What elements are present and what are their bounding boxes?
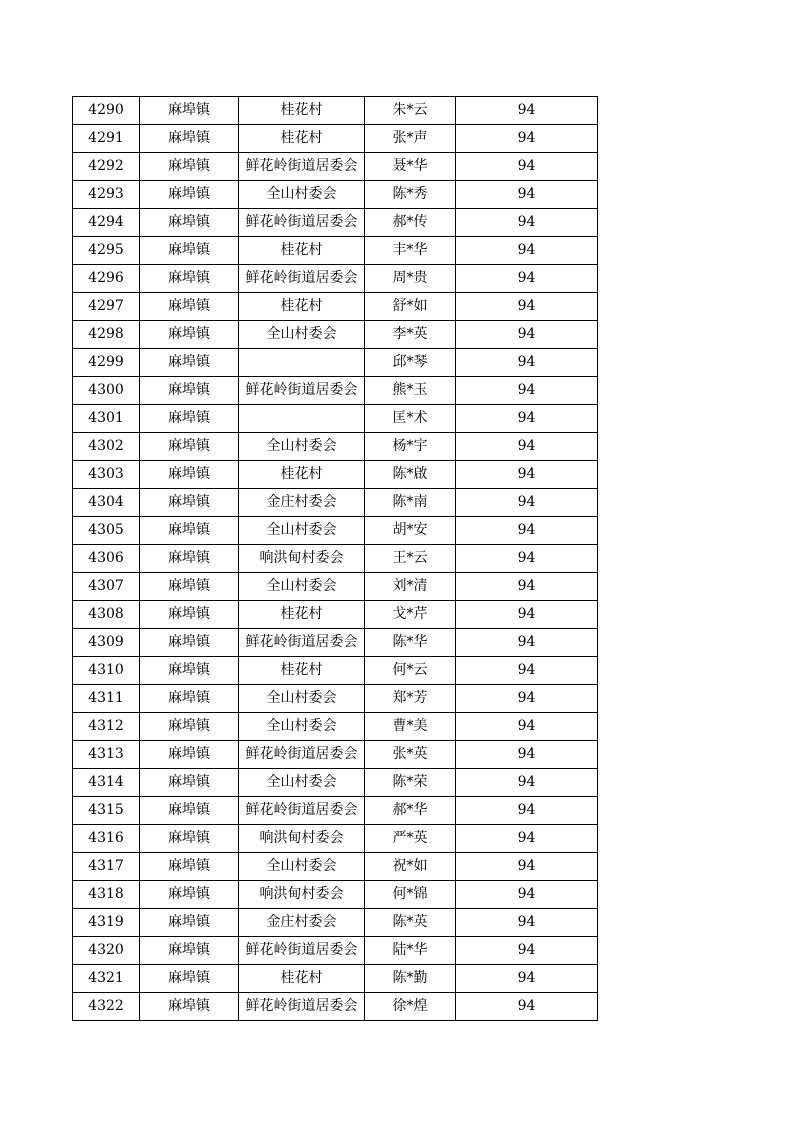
score-cell: 94 [456, 881, 598, 909]
person-name-cell: 周*贵 [365, 265, 456, 293]
table-row [73, 601, 598, 629]
row-number-cell: 4309 [73, 629, 140, 657]
town-cell: 麻埠镇 [140, 405, 239, 433]
score-cell: 94 [456, 349, 598, 377]
village-cell: 鲜花岭街道居委会 [239, 153, 365, 181]
row-number-cell: 4297 [73, 293, 140, 321]
person-name-cell: 陈*华 [365, 629, 456, 657]
person-name-cell: 陈*荣 [365, 769, 456, 797]
row-number-cell: 4295 [73, 237, 140, 265]
score-cell: 94 [456, 573, 598, 601]
village-cell [239, 405, 365, 433]
row-number-cell: 4321 [73, 965, 140, 993]
town-cell: 麻埠镇 [140, 685, 239, 713]
row-number-cell: 4300 [73, 377, 140, 405]
town-cell: 麻埠镇 [140, 181, 239, 209]
table-row [73, 713, 598, 741]
row-number-cell: 4317 [73, 853, 140, 881]
row-number-cell: 4293 [73, 181, 140, 209]
person-name-cell: 陈*英 [365, 909, 456, 937]
town-cell: 麻埠镇 [140, 937, 239, 965]
town-cell: 麻埠镇 [140, 293, 239, 321]
town-cell: 麻埠镇 [140, 237, 239, 265]
table-row [73, 545, 598, 573]
village-cell: 鲜花岭街道居委会 [239, 265, 365, 293]
town-cell: 麻埠镇 [140, 153, 239, 181]
town-cell: 麻埠镇 [140, 741, 239, 769]
town-cell: 麻埠镇 [140, 349, 239, 377]
row-number-cell: 4290 [73, 97, 140, 125]
person-name-cell: 陈*秀 [365, 181, 456, 209]
score-cell: 94 [456, 601, 598, 629]
score-cell: 94 [456, 209, 598, 237]
score-cell: 94 [456, 405, 598, 433]
score-cell: 94 [456, 657, 598, 685]
score-cell: 94 [456, 993, 598, 1021]
table-row [73, 853, 598, 881]
row-number-cell: 4322 [73, 993, 140, 1021]
person-name-cell: 张*英 [365, 741, 456, 769]
town-cell: 麻埠镇 [140, 209, 239, 237]
row-number-cell: 4299 [73, 349, 140, 377]
table-row [73, 741, 598, 769]
table-row [73, 993, 598, 1021]
table-row [73, 685, 598, 713]
person-name-cell: 舒*如 [365, 293, 456, 321]
person-name-cell: 曹*美 [365, 713, 456, 741]
row-number-cell: 4318 [73, 881, 140, 909]
town-cell: 麻埠镇 [140, 909, 239, 937]
village-cell: 鲜花岭街道居委会 [239, 629, 365, 657]
village-cell: 桂花村 [239, 601, 365, 629]
score-cell: 94 [456, 461, 598, 489]
score-cell: 94 [456, 265, 598, 293]
score-cell: 94 [456, 629, 598, 657]
table-row [73, 181, 598, 209]
town-cell: 麻埠镇 [140, 433, 239, 461]
score-cell: 94 [456, 293, 598, 321]
town-cell: 麻埠镇 [140, 601, 239, 629]
table-row [73, 489, 598, 517]
row-number-cell: 4316 [73, 825, 140, 853]
table-row [73, 797, 598, 825]
person-name-cell: 丰*华 [365, 237, 456, 265]
table-row [73, 965, 598, 993]
town-cell: 麻埠镇 [140, 517, 239, 545]
town-cell: 麻埠镇 [140, 377, 239, 405]
table-row [73, 349, 598, 377]
table-row [73, 377, 598, 405]
person-name-cell: 何*云 [365, 657, 456, 685]
row-number-cell: 4315 [73, 797, 140, 825]
table-row [73, 237, 598, 265]
row-number-cell: 4310 [73, 657, 140, 685]
score-cell: 94 [456, 853, 598, 881]
village-cell: 响洪甸村委会 [239, 545, 365, 573]
town-cell: 麻埠镇 [140, 97, 239, 125]
village-cell: 全山村委会 [239, 433, 365, 461]
person-name-cell: 陈*啟 [365, 461, 456, 489]
table-row [73, 937, 598, 965]
table-row [73, 657, 598, 685]
score-cell: 94 [456, 909, 598, 937]
person-name-cell: 张*声 [365, 125, 456, 153]
score-cell: 94 [456, 545, 598, 573]
person-name-cell: 胡*安 [365, 517, 456, 545]
table-row [73, 769, 598, 797]
person-name-cell: 邱*琴 [365, 349, 456, 377]
town-cell: 麻埠镇 [140, 657, 239, 685]
table-row [73, 97, 598, 125]
score-cell: 94 [456, 965, 598, 993]
row-number-cell: 4311 [73, 685, 140, 713]
score-cell: 94 [456, 517, 598, 545]
town-cell: 麻埠镇 [140, 713, 239, 741]
town-cell: 麻埠镇 [140, 629, 239, 657]
village-cell: 桂花村 [239, 293, 365, 321]
table-row [73, 293, 598, 321]
town-cell: 麻埠镇 [140, 321, 239, 349]
row-number-cell: 4302 [73, 433, 140, 461]
village-cell: 响洪甸村委会 [239, 825, 365, 853]
row-number-cell: 4320 [73, 937, 140, 965]
row-number-cell: 4292 [73, 153, 140, 181]
village-cell: 全山村委会 [239, 321, 365, 349]
village-cell: 桂花村 [239, 461, 365, 489]
score-cell: 94 [456, 741, 598, 769]
village-cell: 鲜花岭街道居委会 [239, 377, 365, 405]
village-cell: 鲜花岭街道居委会 [239, 741, 365, 769]
person-name-cell: 匡*术 [365, 405, 456, 433]
village-cell: 鲜花岭街道居委会 [239, 797, 365, 825]
table-row [73, 461, 598, 489]
person-name-cell: 郝*华 [365, 797, 456, 825]
score-cell: 94 [456, 237, 598, 265]
table-row [73, 209, 598, 237]
row-number-cell: 4319 [73, 909, 140, 937]
town-cell: 麻埠镇 [140, 769, 239, 797]
person-name-cell: 聂*华 [365, 153, 456, 181]
person-name-cell: 王*云 [365, 545, 456, 573]
row-number-cell: 4304 [73, 489, 140, 517]
row-number-cell: 4307 [73, 573, 140, 601]
village-cell: 桂花村 [239, 125, 365, 153]
table-row [73, 629, 598, 657]
roster-table-body [73, 97, 598, 1021]
person-name-cell: 徐*煌 [365, 993, 456, 1021]
row-number-cell: 4308 [73, 601, 140, 629]
person-name-cell: 陈*勤 [365, 965, 456, 993]
person-name-cell: 朱*云 [365, 97, 456, 125]
person-name-cell: 陈*南 [365, 489, 456, 517]
person-name-cell: 陆*华 [365, 937, 456, 965]
score-cell: 94 [456, 97, 598, 125]
score-cell: 94 [456, 153, 598, 181]
village-cell: 桂花村 [239, 657, 365, 685]
row-number-cell: 4291 [73, 125, 140, 153]
village-cell: 桂花村 [239, 237, 365, 265]
row-number-cell: 4303 [73, 461, 140, 489]
person-name-cell: 郝*传 [365, 209, 456, 237]
row-number-cell: 4301 [73, 405, 140, 433]
town-cell: 麻埠镇 [140, 461, 239, 489]
village-cell: 鲜花岭街道居委会 [239, 937, 365, 965]
score-cell: 94 [456, 489, 598, 517]
table-row [73, 125, 598, 153]
village-cell [239, 349, 365, 377]
person-name-cell: 李*英 [365, 321, 456, 349]
score-cell: 94 [456, 713, 598, 741]
village-cell: 全山村委会 [239, 517, 365, 545]
row-number-cell: 4298 [73, 321, 140, 349]
village-cell: 全山村委会 [239, 685, 365, 713]
table-row [73, 517, 598, 545]
score-cell: 94 [456, 937, 598, 965]
table-row [73, 909, 598, 937]
table-row [73, 405, 598, 433]
score-cell: 94 [456, 825, 598, 853]
town-cell: 麻埠镇 [140, 825, 239, 853]
score-cell: 94 [456, 433, 598, 461]
village-cell: 金庄村委会 [239, 489, 365, 517]
village-cell: 金庄村委会 [239, 909, 365, 937]
score-cell: 94 [456, 769, 598, 797]
village-cell: 桂花村 [239, 965, 365, 993]
town-cell: 麻埠镇 [140, 881, 239, 909]
town-cell: 麻埠镇 [140, 265, 239, 293]
table-row [73, 321, 598, 349]
table-row [73, 265, 598, 293]
town-cell: 麻埠镇 [140, 797, 239, 825]
score-cell: 94 [456, 125, 598, 153]
village-cell: 全山村委会 [239, 573, 365, 601]
score-cell: 94 [456, 685, 598, 713]
village-cell: 鲜花岭街道居委会 [239, 209, 365, 237]
score-cell: 94 [456, 377, 598, 405]
row-number-cell: 4314 [73, 769, 140, 797]
town-cell: 麻埠镇 [140, 573, 239, 601]
town-cell: 麻埠镇 [140, 853, 239, 881]
row-number-cell: 4305 [73, 517, 140, 545]
person-name-cell: 郑*芳 [365, 685, 456, 713]
row-number-cell: 4312 [73, 713, 140, 741]
table-row [73, 881, 598, 909]
person-name-cell: 祝*如 [365, 853, 456, 881]
row-number-cell: 4313 [73, 741, 140, 769]
village-cell: 全山村委会 [239, 769, 365, 797]
town-cell: 麻埠镇 [140, 489, 239, 517]
table-row [73, 433, 598, 461]
row-number-cell: 4296 [73, 265, 140, 293]
village-cell: 响洪甸村委会 [239, 881, 365, 909]
score-cell: 94 [456, 797, 598, 825]
town-cell: 麻埠镇 [140, 125, 239, 153]
village-cell: 桂花村 [239, 97, 365, 125]
town-cell: 麻埠镇 [140, 965, 239, 993]
town-cell: 麻埠镇 [140, 545, 239, 573]
table-row [73, 153, 598, 181]
person-name-cell: 杨*宇 [365, 433, 456, 461]
roster-table [72, 96, 598, 1021]
person-name-cell: 熊*玉 [365, 377, 456, 405]
village-cell: 鲜花岭街道居委会 [239, 993, 365, 1021]
table-row [73, 825, 598, 853]
row-number-cell: 4294 [73, 209, 140, 237]
row-number-cell: 4306 [73, 545, 140, 573]
village-cell: 全山村委会 [239, 181, 365, 209]
person-name-cell: 刘*清 [365, 573, 456, 601]
town-cell: 麻埠镇 [140, 993, 239, 1021]
village-cell: 全山村委会 [239, 713, 365, 741]
score-cell: 94 [456, 321, 598, 349]
person-name-cell: 何*锦 [365, 881, 456, 909]
table-row [73, 573, 598, 601]
village-cell: 全山村委会 [239, 853, 365, 881]
person-name-cell: 戈*芹 [365, 601, 456, 629]
score-cell: 94 [456, 181, 598, 209]
person-name-cell: 严*英 [365, 825, 456, 853]
